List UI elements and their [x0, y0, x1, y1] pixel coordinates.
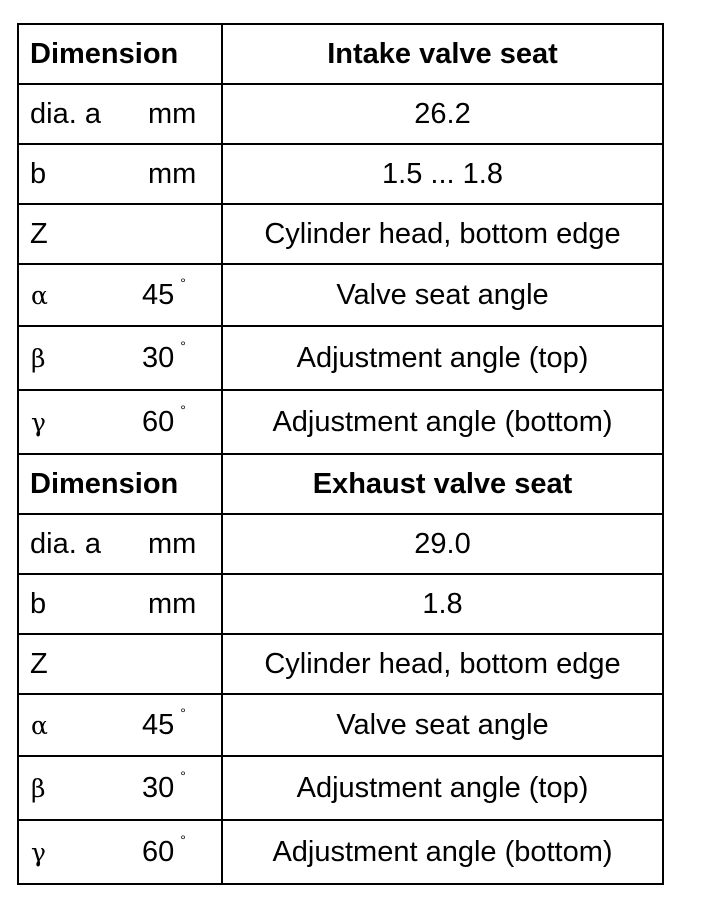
beta-symbol: β	[31, 773, 46, 803]
angle-value: 60	[142, 835, 175, 868]
table-row	[19, 85, 662, 145]
gamma-symbol: γ	[31, 407, 46, 437]
value-cell: 1.5 ... 1.8	[382, 157, 503, 190]
angle-value: 60	[142, 405, 175, 438]
value-cell: Adjustment angle (top)	[296, 771, 589, 804]
value-cell: 1.8	[422, 587, 463, 620]
table-row	[19, 757, 662, 821]
angle-value: 45	[142, 708, 175, 741]
intake-section	[19, 25, 662, 455]
table-row	[19, 391, 662, 455]
table-row	[19, 515, 662, 575]
value-cell: Cylinder head, bottom edge	[264, 647, 621, 680]
gamma-symbol: γ	[31, 837, 46, 867]
value-cell: 26.2	[414, 97, 471, 130]
header-row	[19, 455, 662, 515]
alpha-symbol: α	[31, 710, 48, 740]
value-cell: Adjustment angle (bottom)	[272, 835, 613, 868]
degree-mark: °	[180, 337, 186, 354]
unit-label: mm	[148, 157, 197, 190]
table-row	[19, 265, 662, 327]
symbol-label: b	[30, 587, 47, 620]
angle-value: 30	[142, 341, 175, 374]
unit-label: mm	[148, 527, 197, 560]
table-row	[19, 695, 662, 757]
symbol-label: Z	[30, 217, 48, 250]
value-cell: Adjustment angle (bottom)	[272, 405, 613, 438]
degree-mark: °	[180, 401, 186, 418]
table-row	[19, 205, 662, 265]
dimension-header: Dimension	[19, 25, 223, 83]
exhaust-section	[19, 455, 662, 883]
symbol-label: Z	[30, 647, 48, 680]
angle-value: 30	[142, 771, 175, 804]
section-title: Exhaust valve seat	[312, 467, 573, 500]
section-title: Intake valve seat	[327, 37, 558, 70]
unit-label: mm	[148, 97, 197, 130]
table-row	[19, 821, 662, 883]
value-cell: Cylinder head, bottom edge	[264, 217, 621, 250]
table-row	[19, 635, 662, 695]
angle-value: 45	[142, 278, 175, 311]
table-row	[19, 575, 662, 635]
degree-mark: °	[180, 704, 186, 721]
value-cell: Adjustment angle (top)	[296, 341, 589, 374]
dimension-header: Dimension	[19, 455, 223, 513]
valve-seat-table	[17, 23, 664, 885]
value-cell: Valve seat angle	[336, 278, 549, 311]
unit-label: mm	[148, 587, 197, 620]
beta-symbol: β	[31, 343, 46, 373]
degree-mark: °	[180, 831, 186, 848]
symbol-label: dia. a	[30, 97, 101, 130]
header-row	[19, 25, 662, 85]
value-cell: Valve seat angle	[336, 708, 549, 741]
symbol-label: dia. a	[30, 527, 101, 560]
table-row	[19, 145, 662, 205]
degree-mark: °	[180, 274, 186, 291]
table-row	[19, 327, 662, 391]
alpha-symbol: α	[31, 280, 48, 310]
value-cell: 29.0	[414, 527, 471, 560]
degree-mark: °	[180, 767, 186, 784]
symbol-label: b	[30, 157, 47, 190]
